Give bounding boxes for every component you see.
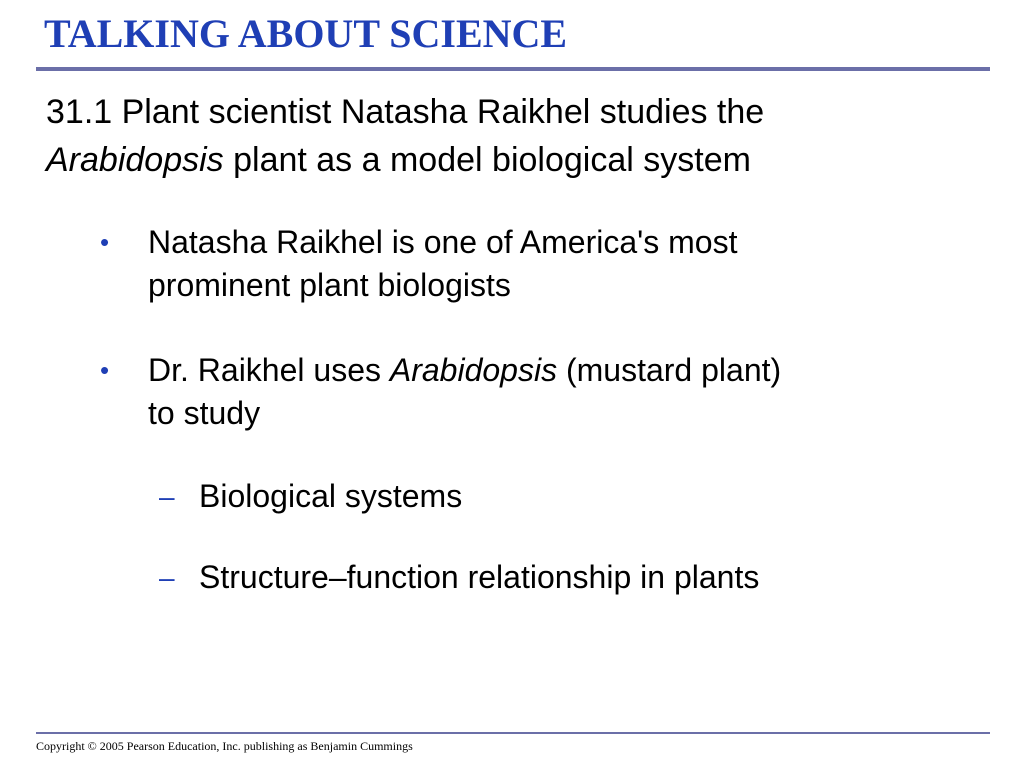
bullet-2-post: (mustard plant) [557,352,782,388]
title-divider [36,67,990,71]
dash-marker: – [159,481,175,512]
slide-subtitle [46,88,996,184]
copyright-text: Copyright © 2005 Pearson Education, Inc. publishing as Benjamin Cummings [36,739,413,753]
bullet-1-line-1: Natasha Raikhel is one of America's most [148,224,738,260]
bullet-2-italic-term: Arabidopsis [389,352,558,388]
footer-divider [36,732,990,734]
bullet-2-line-2: to study [148,395,261,431]
subtitle-line-1: 31.1 Plant scientist Natasha Raikhel studies the [46,93,765,131]
sub-bullet-item-2 [159,556,979,599]
subtitle-italic-term: Arabidopsis [46,141,224,179]
bullet-item-2 [100,349,968,435]
bullet-marker: • [100,227,110,257]
subtitle-line-2-rest: plant as a model biological system [223,141,751,179]
bullet-1-line-2: prominent plant biologists [148,267,511,303]
dash-marker: – [159,562,175,593]
sub-bullet-2-text: Structure–function relationship in plants [199,559,760,595]
bullet-item-1 [100,221,968,307]
sub-bullet-1-text: Biological systems [199,478,463,514]
sub-bullet-item-1 [159,475,979,518]
slide-title: TALKING ABOUT SCIENCE [44,11,568,56]
bullet-2-pre: Dr. Raikhel uses [148,352,390,388]
bullet-marker: • [100,355,110,385]
